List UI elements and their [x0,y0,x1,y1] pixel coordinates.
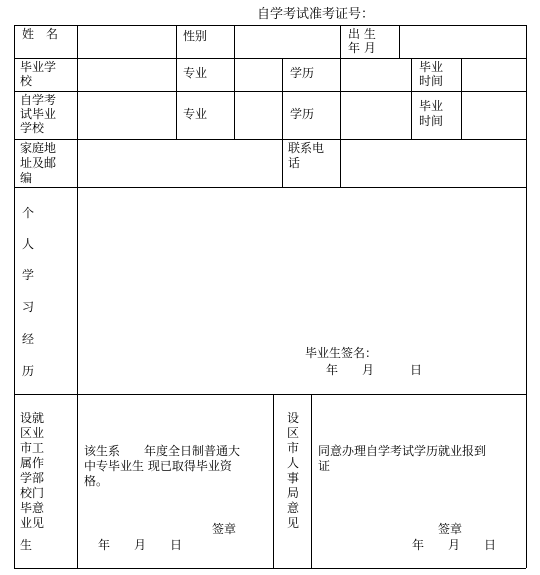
left-opinion-label-char: 区业 [20,426,45,440]
left-opinion-label-char: 学部 [20,471,45,485]
birth-field[interactable] [400,26,525,57]
grad-time-label-line2: 时间 [419,74,444,88]
right-opinion-text-line2: 证 [318,459,331,473]
experience-date-line: 年 月 日 [326,363,423,377]
major-field-2[interactable] [235,92,281,138]
right-date-line: 年 月 日 [412,538,497,552]
left-opinion-text-line3: 格。 [84,474,109,488]
phone-field[interactable] [341,140,525,186]
self-study-school-label-line1: 自学考 [20,93,57,107]
left-opinion-label-char: 校门 [20,486,45,500]
gender-field[interactable] [235,26,339,57]
left-opinion-text-line2: 中专毕业生 现已取得毕业资 [84,459,232,473]
experience-field[interactable] [78,188,525,338]
left-opinion-label-char: 毕意 [20,501,45,515]
address-label-line3: 编 [20,171,33,185]
phone-label-line1: 联系电 [288,141,325,155]
exam-id-label: 自学考试准考证号： [257,7,375,22]
right-opinion-label-char: 设 [287,411,300,425]
phone-label-line2: 话 [288,156,301,170]
grad-time-field-2[interactable] [462,92,525,138]
right-opinion-text-line1: 同意办理自学考试学历就业报到 [318,444,487,458]
right-opinion-label-char: 事 [287,471,300,485]
school-field[interactable] [78,59,175,90]
degree-label-2: 学历 [290,107,315,121]
school-label-line2: 校 [20,74,33,88]
right-seal-label: 签章 [438,522,463,536]
left-opinion-label-char: 生 [20,538,33,552]
birth-label-line1: 出 生 [348,27,376,41]
grad-time-label-line1: 毕业 [419,60,444,74]
name-field[interactable] [78,26,175,57]
left-opinion-label-char: 市工 [20,441,45,455]
left-opinion-label-char: 设就 [20,411,45,425]
self-study-school-label-line3: 学校 [20,121,45,135]
right-opinion-label-char: 见 [287,516,300,530]
left-opinion-text-line1: 该生系 年度全日制普通大 [84,444,241,458]
experience-label-char: 人 [22,237,35,251]
address-field[interactable] [78,140,281,186]
right-opinion-label-char: 人 [287,456,300,470]
gender-label: 性别 [183,29,208,43]
right-opinion-label-char: 局 [287,486,300,500]
self-study-school-label-line2: 试毕业 [20,107,57,121]
graduate-signature-label: 毕业生签名： [305,346,378,360]
experience-label-char: 习 [22,300,35,314]
left-seal-label: 签章 [212,522,237,536]
major-field[interactable] [235,59,281,90]
major-label: 专业 [183,66,208,80]
degree-field[interactable] [341,59,410,90]
address-label-line2: 址及邮 [20,156,57,170]
experience-label-char: 个 [22,206,35,220]
birth-label-line2: 年 月 [348,41,376,55]
grad-time-2-label-line1: 毕业 [419,99,444,113]
experience-label-char: 历 [22,364,35,378]
left-opinion-label-char: 属作 [20,456,45,470]
name-label: 姓 名 [22,27,59,41]
address-label-line1: 家庭地 [20,141,57,155]
grad-time-field[interactable] [462,59,525,90]
right-opinion-label-char: 意 [287,501,300,515]
school-label-line1: 毕业学 [20,60,57,74]
major-label-2: 专业 [183,107,208,121]
left-opinion-label-char: 业见 [20,516,45,530]
self-study-school-field[interactable] [78,92,175,138]
degree-field-2[interactable] [341,92,410,138]
right-opinion-label-char: 市 [287,441,300,455]
degree-label: 学历 [290,66,315,80]
left-date-line: 年 月 日 [98,538,183,552]
experience-label-char: 学 [22,268,35,282]
right-opinion-label-char: 区 [287,426,300,440]
experience-label-char: 经 [22,332,35,346]
grad-time-2-label-line2: 时间 [419,114,444,128]
